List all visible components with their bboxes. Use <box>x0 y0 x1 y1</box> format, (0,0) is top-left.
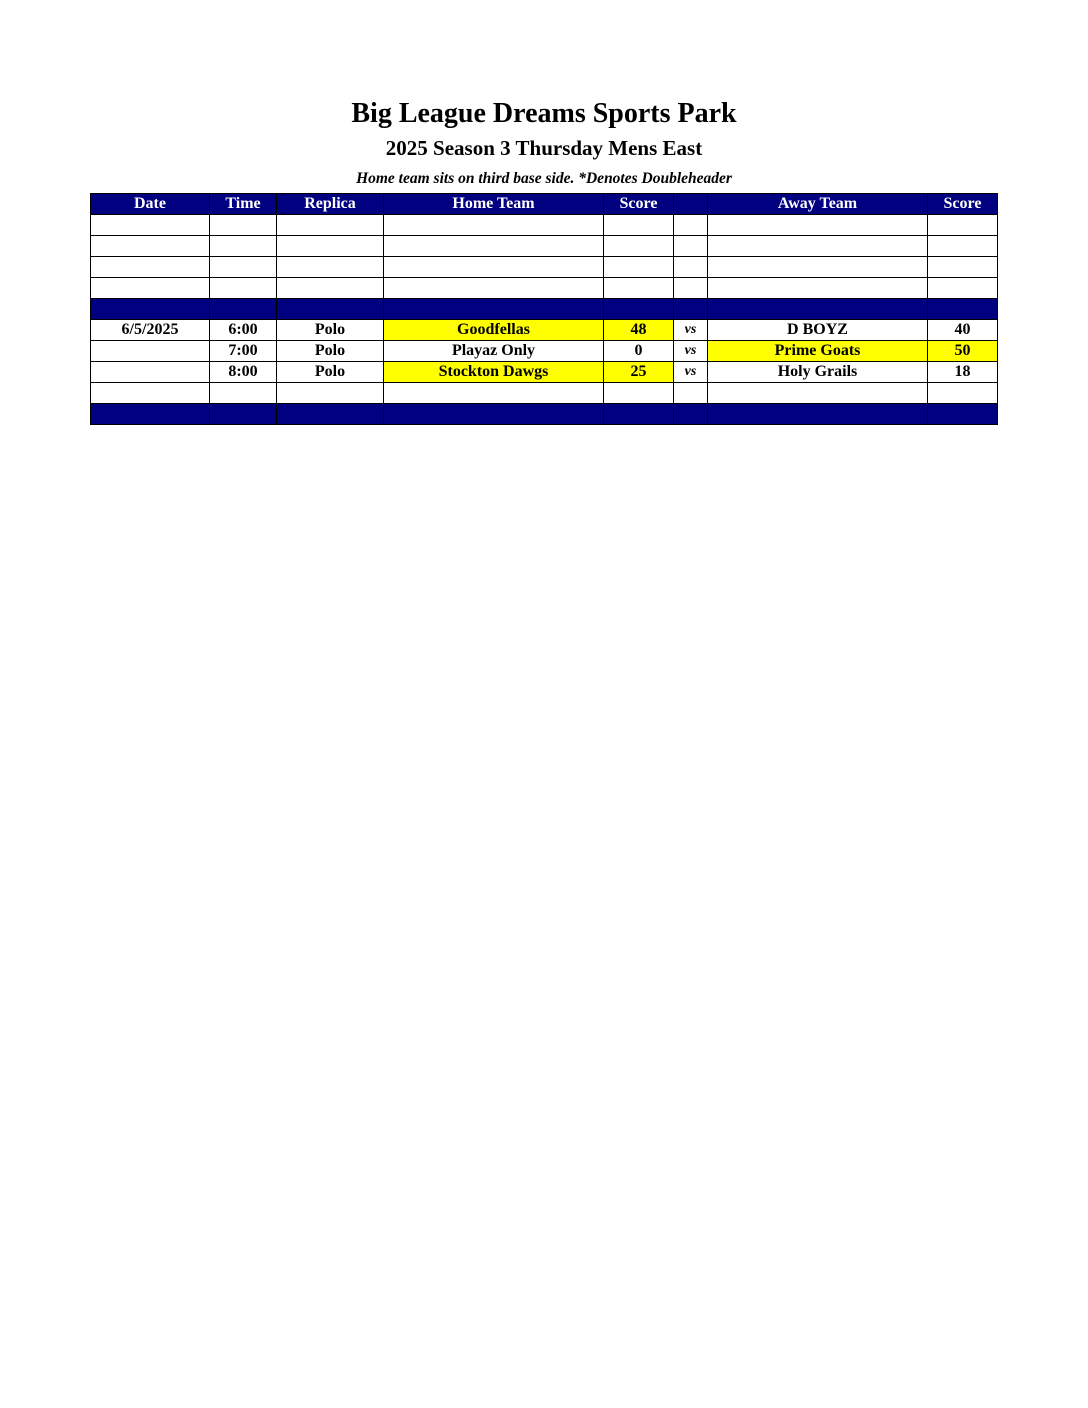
away-score: 40 <box>928 320 998 341</box>
away-team: Holy Grails <box>708 362 928 383</box>
away-score: 50 <box>928 341 998 362</box>
home-score: 48 <box>604 320 674 341</box>
empty-row <box>91 236 998 257</box>
column-header-home-score: Score <box>604 194 674 215</box>
divider-row <box>91 404 998 425</box>
home-team: Stockton Dawgs <box>384 362 604 383</box>
game-date <box>91 362 210 383</box>
empty-row <box>91 278 998 299</box>
away-team: Prime Goats <box>708 341 928 362</box>
empty-row <box>91 383 998 404</box>
home-score: 25 <box>604 362 674 383</box>
column-header-away-team: Away Team <box>708 194 928 215</box>
game-time: 7:00 <box>210 341 277 362</box>
home-team: Goodfellas <box>384 320 604 341</box>
game-time: 8:00 <box>210 362 277 383</box>
divider-row <box>91 299 998 320</box>
schedule-note: Home team sits on third base side. *Denotes Doubleheader <box>356 170 732 187</box>
empty-row <box>91 215 998 236</box>
schedule-table <box>90 193 998 425</box>
game-field: Polo <box>277 341 384 362</box>
game-time: 6:00 <box>210 320 277 341</box>
table-header-row <box>91 194 998 215</box>
empty-row <box>91 257 998 278</box>
column-header-home-team: Home Team <box>384 194 604 215</box>
game-row <box>91 320 998 341</box>
home-team: Playaz Only <box>384 341 604 362</box>
vs-label: vs <box>674 341 708 362</box>
game-field: Polo <box>277 320 384 341</box>
game-date <box>91 341 210 362</box>
page-subtitle: 2025 Season 3 Thursday Mens East <box>385 136 703 160</box>
vs-label: vs <box>674 362 708 383</box>
column-header-time: Time <box>210 194 277 215</box>
away-score: 18 <box>928 362 998 383</box>
game-field: Polo <box>277 362 384 383</box>
page-title: Big League Dreams Sports Park <box>351 98 737 129</box>
game-row <box>91 341 998 362</box>
game-row <box>91 362 998 383</box>
home-score: 0 <box>604 341 674 362</box>
column-header-vs <box>674 194 708 215</box>
away-team: D BOYZ <box>708 320 928 341</box>
column-header-date: Date <box>91 194 210 215</box>
column-header-away-score: Score <box>928 194 998 215</box>
game-date: 6/5/2025 <box>91 320 210 341</box>
vs-label: vs <box>674 320 708 341</box>
column-header-replica: Replica <box>277 194 384 215</box>
